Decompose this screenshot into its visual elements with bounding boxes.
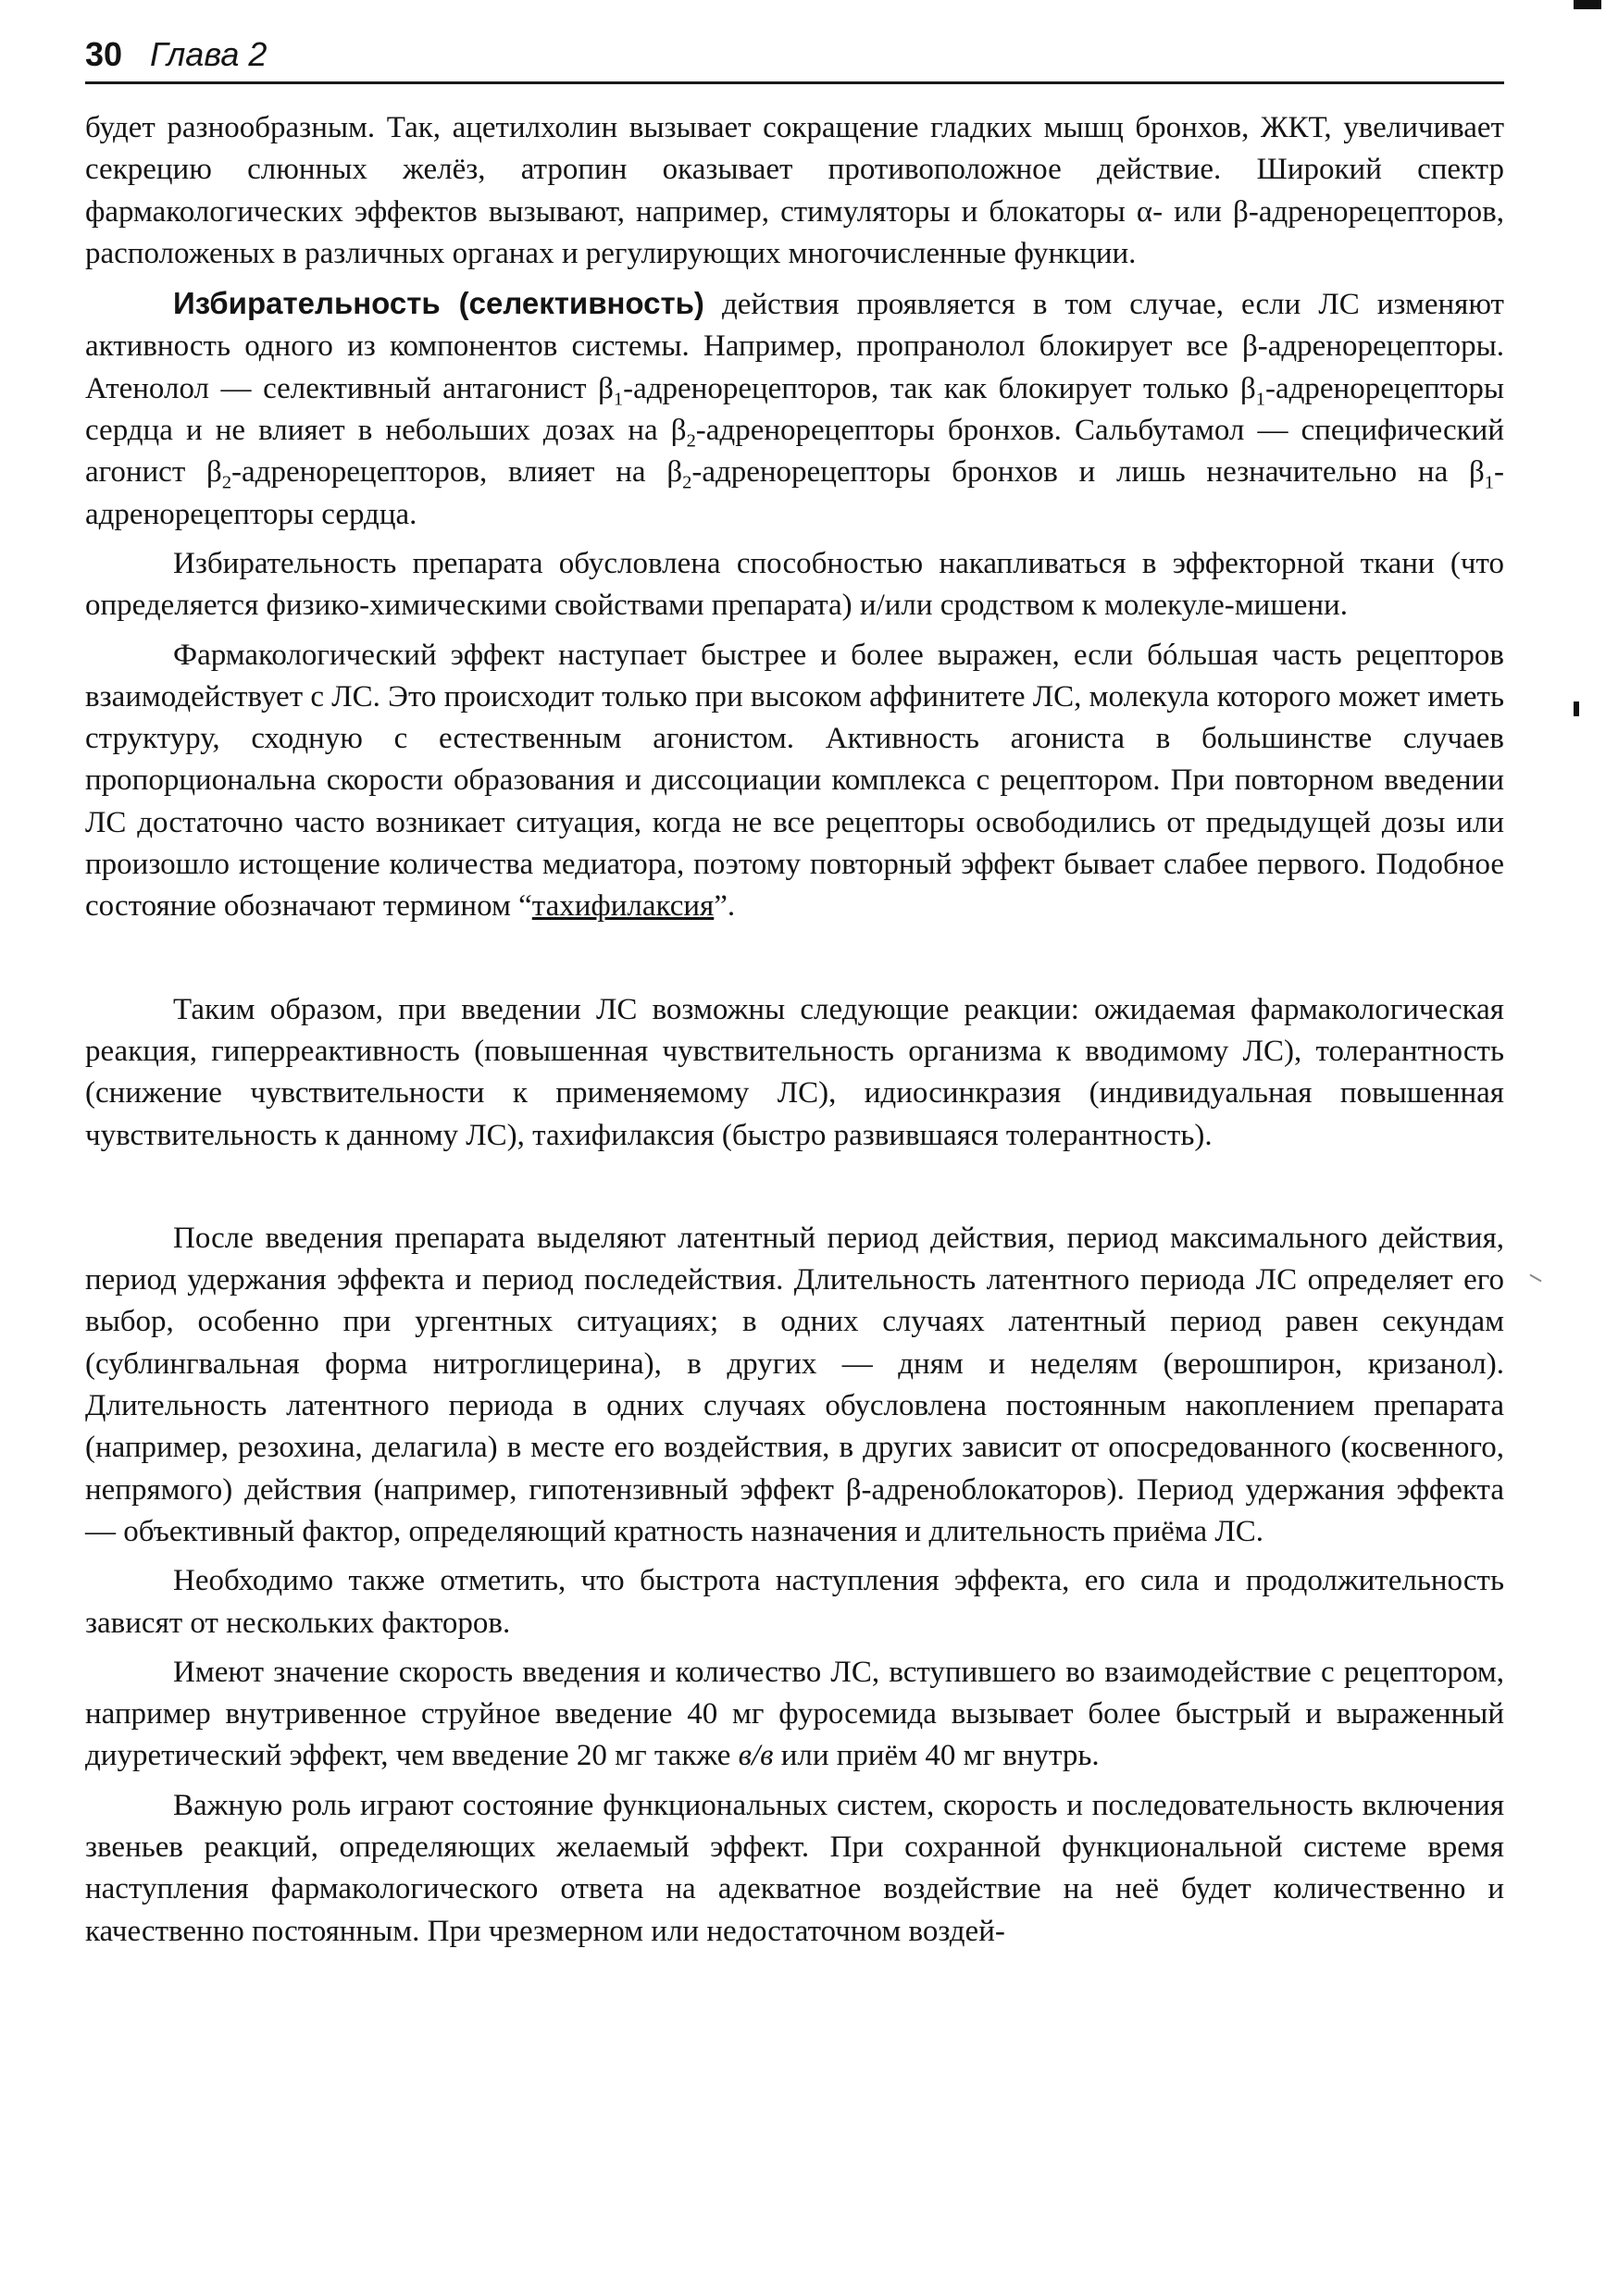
paragraph-1: будет разнообразным. Так, ацетилхолин вызывает сокращение гладких мышц бронхов, ЖКТ, увеличивает секрецию слюнных желёз, атропин оказывает противоположное действие. Широкий спектр фармакологических эффектов вызывают, например, стимуляторы и блокаторы α- или β-адренорецепторов, расположеных в различных органах и регулирующих многочисленные функции. bbox=[85, 111, 1504, 270]
tachyphylaxis-link[interactable]: тахифилаксия bbox=[531, 889, 715, 924]
page-body bbox=[85, 107, 1504, 1960]
subscript: 1 bbox=[613, 389, 624, 410]
paragraph-3: Избирательность препарата обусловлена способностью накапливаться в эффекторной ткани (что определяется физико-химическими свойствами препарата) и/или сродством к молекуле-мишени. bbox=[85, 546, 1504, 623]
paragraph-8 bbox=[85, 1652, 1504, 1778]
paragraph-2-text-4: -адренорецепторы бронхов. Сальбутамол — специфический агонист β bbox=[85, 414, 1504, 490]
paragraph-7: Необходимо также отметить, что быстрота наступления эффекта, его сила и продолжительность зависят от нескольких факторов. bbox=[85, 1564, 1504, 1640]
scan-corner-mark bbox=[1574, 0, 1601, 9]
subscript: 2 bbox=[221, 472, 232, 493]
subscript: 1 bbox=[1484, 472, 1494, 493]
paragraph-2-text-5: -адренорецепторов, влияет на β bbox=[231, 455, 683, 490]
abbr-intravenous: в/в bbox=[738, 1739, 774, 1773]
paragraph-4 bbox=[85, 635, 1504, 928]
paragraph-6: После введения препарата выделяют латентный период действия, период максимального действия, период удержания эффекта и период последействия. Длительность латентного периода ЛС определяет его выбор, особенно при ургентных ситуациях; в одних случаях латентный период равен секундам (сублингвальная форма нитроглицерина), в других — дням и неделям (верошпирон, кризанол). Длительность латентного периода в одних случаях обусловлена постоянным накоплением препарата (например, резохина, делагила) в месте его воздействия, в других зависит от опосредованного (косвенного, непрямого) действия (например, гипотензивный эффект β-адреноблокаторов). Период удержания эффекта — объективный фактор, определяющий кратность назначения и длительность приёма ЛС. bbox=[85, 1221, 1504, 1548]
term-selectivity: Избирательность (селективность) bbox=[173, 286, 704, 321]
page-header bbox=[85, 33, 1504, 84]
subscript: 2 bbox=[686, 430, 696, 452]
paragraph-2 bbox=[85, 282, 1504, 536]
paragraph-2-text-3: -адренорецепторы сердца и не влияет в небольших дозах на β bbox=[85, 371, 1504, 448]
paragraph-5: Таким образом, при введении ЛС возможны следующие реакции: ожидаемая фармакологическая реакция, гиперреактивность (повышенная чувствительность организма к вводимому ЛС), толерантность (снижение чувствительности к применяемому ЛС), идиосинкразия (индивидуальная повышенная чувствительность к данному ЛС), тахифилаксия (быстро развившаяся толерантность). bbox=[85, 992, 1504, 1152]
paragraph-2-text-1: действия проявляется в том случае, если ЛС изменяют активность одного из компонентов системы. Например, пропранолол блокирует все β-адренорецепторы. Атенолол — селективный антагонист β bbox=[85, 288, 1504, 405]
scan-margin-tick bbox=[1529, 1274, 1541, 1283]
paragraph-4-text: Фармакологический эффект наступает быстрее и более выражен, если бóльшая часть рецепторов взаимодействует с ЛС. Это происходит только при высоком аффинитете ЛС, молекула которого может иметь структуру, сходную с естественным агонистом. Активность агониста в большинстве случаев пропорциональна скорости образования и диссоциации комплекса с рецептором. При повторном введении ЛС достаточно часто возникает ситуация, когда не все рецепторы освободились от предыдущей дозы или произошло истощение количества медиатора, поэтому повторный эффект бывает слабее первого. Подобное состояние обозначают термином “ bbox=[85, 638, 1504, 924]
scan-margin-mark bbox=[1574, 701, 1579, 716]
paragraph-2-text-6: -адренорецепторы бронхов и лишь незначительно на β bbox=[691, 455, 1485, 490]
subscript: 2 bbox=[682, 472, 692, 493]
page-number: 30 bbox=[85, 35, 123, 73]
subscript: 1 bbox=[1255, 389, 1265, 410]
paragraph-2-text-2: -адренорецепторов, так как блокирует только β bbox=[623, 371, 1256, 405]
paragraph-9: Важную роль играют состояние функциональных систем, скорость и последовательность включения звеньев реакций, определяющих желаемый эффект. При сохранной функциональной системе время наступления фармакологического ответа на адекватное воздействие на неё будет количественно и качественно постоянным. При чрезмерном или недостаточном воздей- bbox=[85, 1788, 1504, 1948]
paragraph-2-text-7: -адренорецепторы сердца. bbox=[85, 455, 1504, 531]
paragraph-8-text-2: или приём 40 мг внутрь. bbox=[773, 1739, 1100, 1773]
chapter-title: Глава 2 bbox=[150, 35, 268, 73]
paragraph-8-text-1: Имеют значение скорость введения и количество ЛС, вступившего во взаимодействие с рецептором, например внутривенное струйное введение 40 мг фуросемида вызывает более быстрый и выраженный диуретический эффект, чем введение 20 мг также bbox=[85, 1655, 1504, 1773]
paragraph-4-tail: ”. bbox=[714, 889, 736, 924]
